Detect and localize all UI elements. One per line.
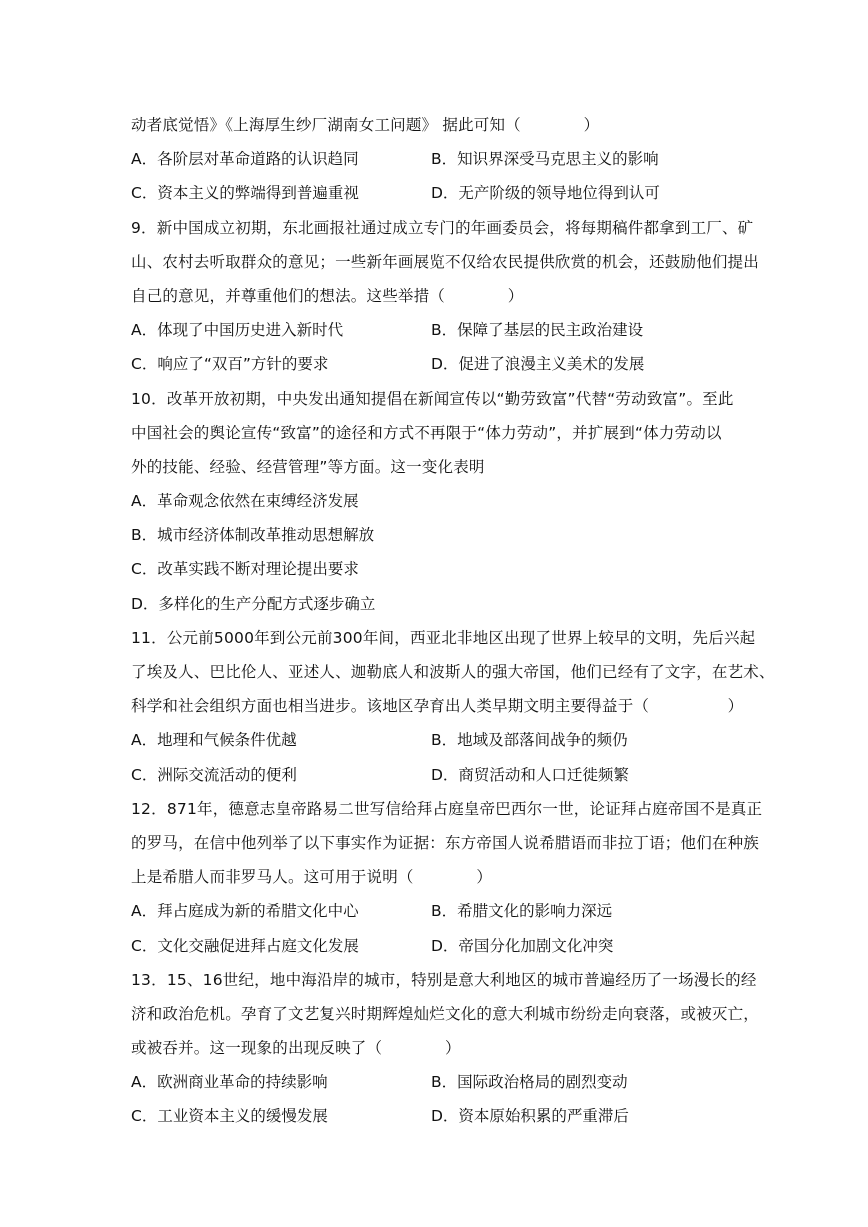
q13-option-a[interactable]: A．欧洲商业革命的持续影响 <box>131 1073 328 1092</box>
q12-options-row-1 <box>131 894 741 928</box>
q11-option-b[interactable]: B．地域及部落间战争的频仍 <box>431 731 628 750</box>
q12-option-b[interactable]: B．希腊文化的影响力深远 <box>431 902 613 921</box>
question-content <box>131 108 775 1134</box>
q13-stem-line-1: 13．15、16世纪，地中海沿岸的城市，特别是意大利地区的城市普遍经历了一场漫长的经 <box>131 970 757 989</box>
q10-option-a[interactable]: A．革命观念依然在束缚经济发展 <box>131 492 359 511</box>
q12-option-d[interactable]: D．帝国分化加剧文化冲突 <box>431 936 614 955</box>
q11-stem-line-1: 11．公元前5000年到公元前300年间，西亚北非地区出现了世界上较早的文明，先后兴起 <box>131 628 756 647</box>
q10-option-d[interactable]: D．多样化的生产分配方式逐步确立 <box>131 594 376 613</box>
q9-option-c[interactable]: C．响应了“双百”方针的要求 <box>131 355 329 374</box>
q10-option-b[interactable]: B．城市经济体制改革推动思想解放 <box>131 526 375 545</box>
q8-option-c[interactable]: C．资本主义的弊端得到普遍重视 <box>131 184 359 203</box>
q13-option-b[interactable]: B．国际政治格局的剧烈变动 <box>431 1073 628 1092</box>
q8-option-a[interactable]: A．各阶层对革命道路的认识趋同 <box>131 150 359 169</box>
q10-option-c[interactable]: C．改革实践不断对理论提出要求 <box>131 560 359 579</box>
q9-options-row-1 <box>131 313 741 347</box>
q11-options-row-2 <box>131 758 741 792</box>
q12-stem-line-3: 上是希腊人而非罗马人。这可用于说明（ ） <box>131 868 493 887</box>
q11-option-d[interactable]: D．商贸活动和人口迁徙频繁 <box>431 765 629 784</box>
q9-option-b[interactable]: B．保障了基层的民主政治建设 <box>431 321 644 340</box>
q10-stem-line-2: 中国社会的舆论宣传“致富”的途径和方式不再限于“体力劳动”，并扩展到“体力劳动以 <box>131 423 722 442</box>
q9-option-d[interactable]: D．促进了浪漫主义美术的发展 <box>431 355 645 374</box>
q13-options-row-1 <box>131 1065 741 1099</box>
q13-option-c[interactable]: C．工业资本主义的缓慢发展 <box>131 1107 328 1126</box>
q8-options-row-1 <box>131 142 741 176</box>
q12-stem-line-2: 的罗马，在信中他列举了以下事实作为证据：东方帝国人说希腊语而非拉丁语；他们在种族 <box>131 833 760 852</box>
q13-stem-line-3: 或被吞并。这一现象的出现反映了（ ） <box>131 1039 461 1058</box>
q10-stem-line-1: 10．改革开放初期，中央发出通知提倡在新闻宣传以“勤劳致富”代替“劳动致富”。至此 <box>131 389 734 408</box>
q8-options-row-2 <box>131 176 741 210</box>
q13-option-d[interactable]: D．资本原始积累的严重滞后 <box>431 1107 629 1126</box>
q9-stem-line-1: 9．新中国成立初期，东北画报社通过成立专门的年画委员会，将每期稿件都拿到工厂、矿 <box>131 218 754 237</box>
q12-options-row-2 <box>131 929 741 963</box>
q9-stem-line-3: 自己的意见，并尊重他们的想法。这些举措（ ） <box>131 286 524 305</box>
q13-options-row-2 <box>131 1099 741 1133</box>
q11-option-a[interactable]: A．地理和气候条件优越 <box>131 731 297 750</box>
q9-stem-line-2: 山、农村去听取群众的意见；一些新年画展览不仅给农民提供欣赏的机会，还鼓励他们提出 <box>131 252 760 271</box>
q11-options-row-1 <box>131 723 741 757</box>
q8-stem-tail: 动者底觉悟》《上海厚生纱厂湖南女工问题》 据此可知（ ） <box>131 116 600 134</box>
q10-stem-line-3: 外的技能、经验、经营管理”等方面。这一变化表明 <box>131 457 485 476</box>
q9-options-row-2 <box>131 347 741 381</box>
q11-stem-line-3: 科学和社会组织方面也相当进步。该地区孕育出人类早期文明主要得益于（ ） <box>131 697 744 716</box>
q12-option-a[interactable]: A．拜占庭成为新的希腊文化中心 <box>131 902 359 921</box>
q12-option-c[interactable]: C．文化交融促进拜占庭文化发展 <box>131 936 359 955</box>
q13-stem-line-2: 济和政治危机。孕育了文艺复兴时期辉煌灿烂文化的意大利城市纷纷走向衰落，或被灭亡， <box>131 1004 760 1023</box>
q8-option-d[interactable]: D．无产阶级的领导地位得到认可 <box>431 184 660 203</box>
q11-option-c[interactable]: C．洲际交流活动的便利 <box>131 765 297 784</box>
q9-option-a[interactable]: A．体现了中国历史进入新时代 <box>131 321 344 340</box>
q11-stem-line-2: 了埃及人、巴比伦人、亚述人、迦勒底人和波斯人的强大帝国，他们已经有了文字，在艺术、 <box>131 663 775 681</box>
q12-stem-line-1: 12．871年，德意志皇帝路易二世写信给拜占庭皇帝巴西尔一世，论证拜占庭帝国不是真正 <box>131 799 763 818</box>
q8-option-b[interactable]: B．知识界深受马克思主义的影响 <box>431 150 659 169</box>
